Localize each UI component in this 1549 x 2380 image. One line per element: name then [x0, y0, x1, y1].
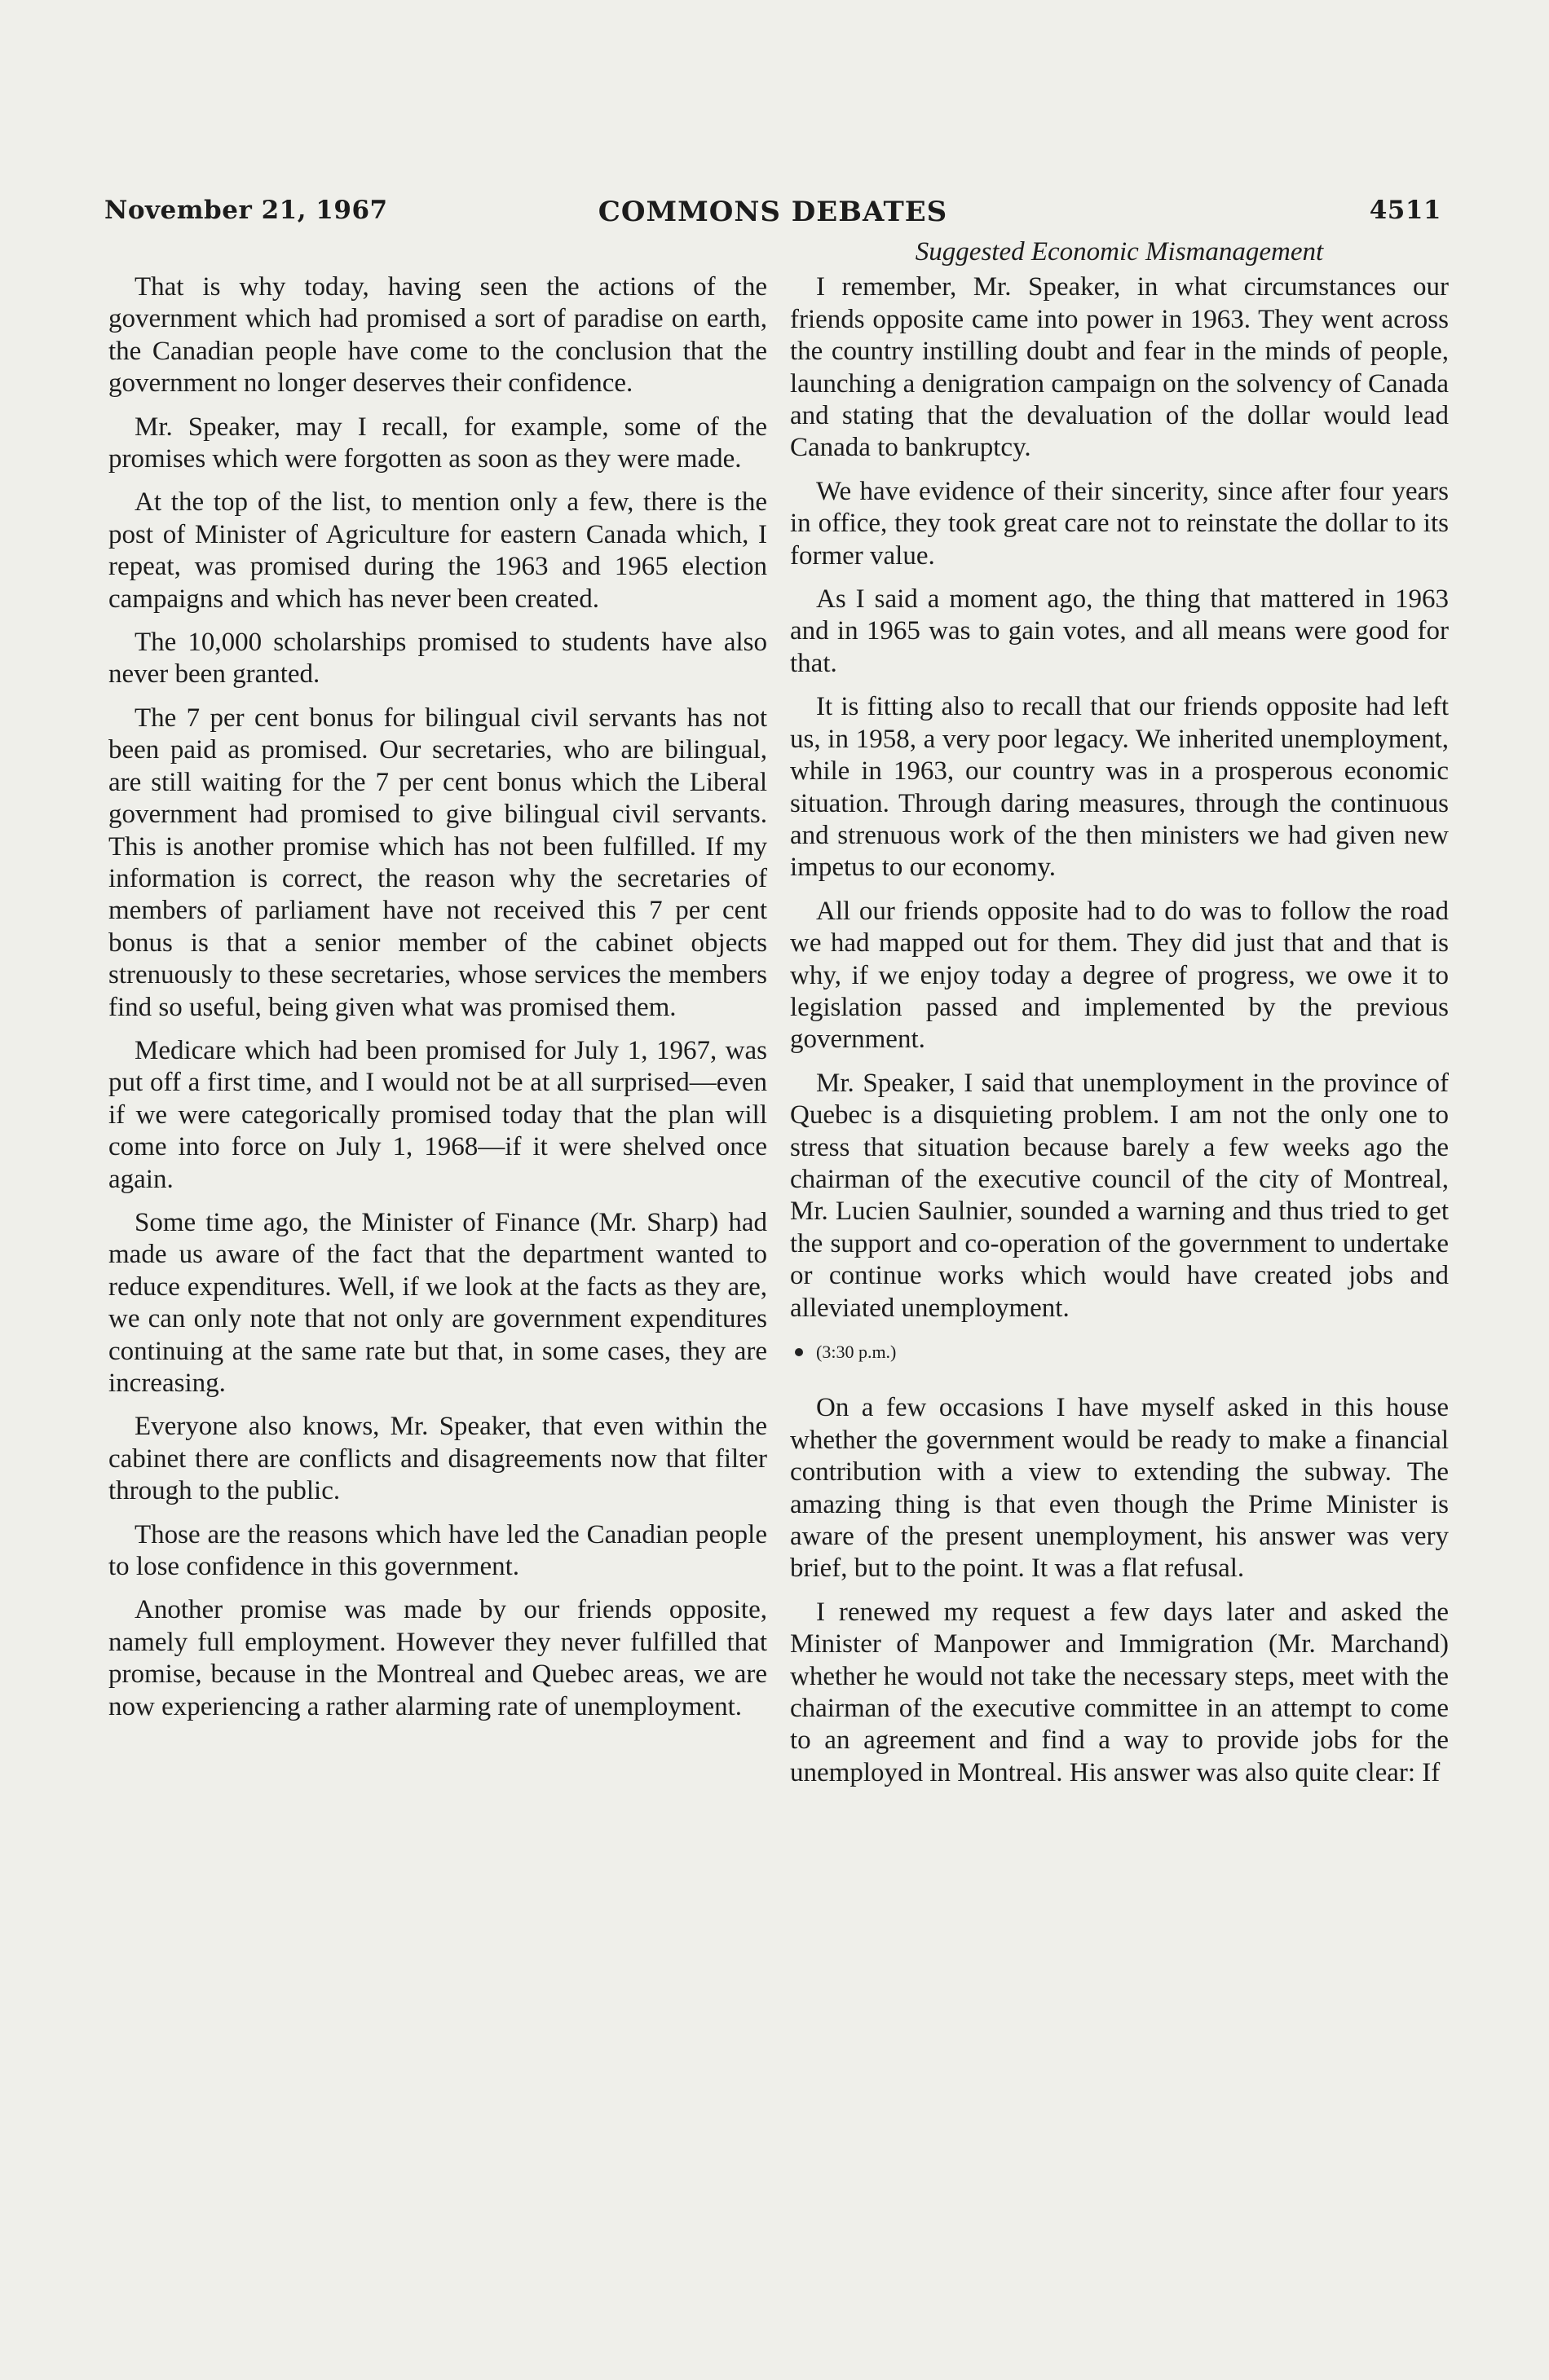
- section-subheading: Suggested Economic Mismanagement: [915, 237, 1324, 267]
- page-header: [104, 196, 1441, 236]
- header-title: COMMONS DEBATES: [598, 196, 948, 228]
- paragraph: All our friends opposite had to do was to follow the road we had mapped out for them. They did just that and that is why, if we enjoy today a degree of progress, we owe it to legislation passed and implemented by the previous government.: [790, 896, 1449, 1055]
- paragraph: Another promise was made by our friends opposite, namely full employment. However they never fulfilled that promise, because in the Montreal and Quebec areas, we are now experiencing a rather alarming rate of unemployment.: [108, 1595, 767, 1721]
- paragraph: On a few occasions I have myself asked in this house whether the government would be ready to make a financial contribution with a view to extending the subway. The amazing thing is that even though the Prime Minister is aware of the present unemployment, his answer was very brief, but to the point. It was a flat refusal.: [790, 1393, 1449, 1584]
- paragraph: Mr. Speaker, may I recall, for example, some of the promises which were forgotten as soon as they were made.: [108, 412, 767, 474]
- paragraph: I remember, Mr. Speaker, in what circumstances our friends opposite came into power in 1963. They went across the country instilling doubt and fear in the minds of people, launching a denigration campaign on the solvency of Canada and stating that the devaluation of the dollar would lead Canada to bankruptcy.: [790, 272, 1449, 463]
- paragraph: Some time ago, the Minister of Finance (Mr. Sharp) had made us aware of the fact that the department wanted to reduce expenditures. Well, if we look at the facts as they are, we can only note that not only are government expenditures continuing at the same rate but that, in some cases, they are increasing.: [108, 1207, 767, 1398]
- header-date: November 21, 1967: [104, 196, 388, 225]
- paragraph: As I said a moment ago, the thing that mattered in 1963 and in 1965 was to gain votes, and all means were good for that.: [790, 584, 1449, 678]
- paragraph: Everyone also knows, Mr. Speaker, that even within the cabinet there are conflicts and disagreements now that filter through to the public.: [108, 1412, 767, 1506]
- right-column: [790, 236, 1449, 1800]
- time-marker-text: (3:30 p.m.): [816, 1342, 897, 1362]
- left-column: [108, 271, 767, 1734]
- header-page-number: 4511: [1369, 196, 1441, 225]
- paragraph: The 7 per cent bonus for bilingual civil servants has not been paid as promised. Our secretaries, who are bilingual, are still waiting for the 7 per cent bonus which the Liberal government had promised to give bilingual civil servants. This is another promise which has not been fulfilled. If my information is correct, the reason why the secretaries of members of parliament have not received this 7 per cent bonus is that a senior member of the cabinet objects strenuously to these secretaries, whose services the members find so useful, being given what was promised them.: [108, 703, 767, 1022]
- paragraph: We have evidence of their sincerity, since after four years in office, they took great care not to reinstate the dollar to its former value.: [790, 476, 1449, 571]
- paragraph: The 10,000 scholarships promised to students have also never been granted.: [108, 628, 767, 690]
- paragraph: Those are the reasons which have led the Canadian people to lose confidence in this government.: [108, 1519, 767, 1582]
- paragraph: Mr. Speaker, I said that unemployment in the province of Quebec is a disquieting problem. I am not the only one to stress that situation because barely a few weeks ago the chairman of the executive council of the city of Montreal, Mr. Lucien Saulnier, sounded a warning and thus tried to get the support and co-operation of the government to undertake or continue works which would have created jobs and alleviated unemployment.: [790, 1068, 1449, 1323]
- bullet-icon: [795, 1348, 803, 1356]
- paragraph: That is why today, having seen the actions of the government which had promised a sort of paradise on earth, the Canadian people have come to the conclusion that the government no longer deserves their confidence.: [108, 272, 767, 399]
- time-marker: [790, 1336, 1449, 1368]
- paragraph: At the top of the list, to mention only a few, there is the post of Minister of Agriculture for eastern Canada which, I repeat, was promised during the 1963 and 1965 election campaigns and which has never been created.: [108, 487, 767, 614]
- paragraph: It is fitting also to recall that our friends opposite had left us, in 1958, a very poor legacy. We inherited unemployment, while in 1963, our country was in a prosperous economic situation. Through daring measures, through the continuous and strenuous work of the then ministers we had given new impetus to our economy.: [790, 692, 1449, 883]
- paragraph: I renewed my request a few days later and asked the Minister of Manpower and Immigration (Mr. Marchand) whether he would not take the necessary steps, meet with the chairman of the executive committee in an attempt to come to an agreement and find a way to provide jobs for the unemployed in Montreal. His answer was also quite clear: If: [790, 1597, 1449, 1787]
- paragraph: Medicare which had been promised for July 1, 1967, was put off a first time, and I would not be at all surprised—even if we were categorically promised today that the plan will come into force on July 1, 1968—if it were shelved once again.: [108, 1035, 767, 1194]
